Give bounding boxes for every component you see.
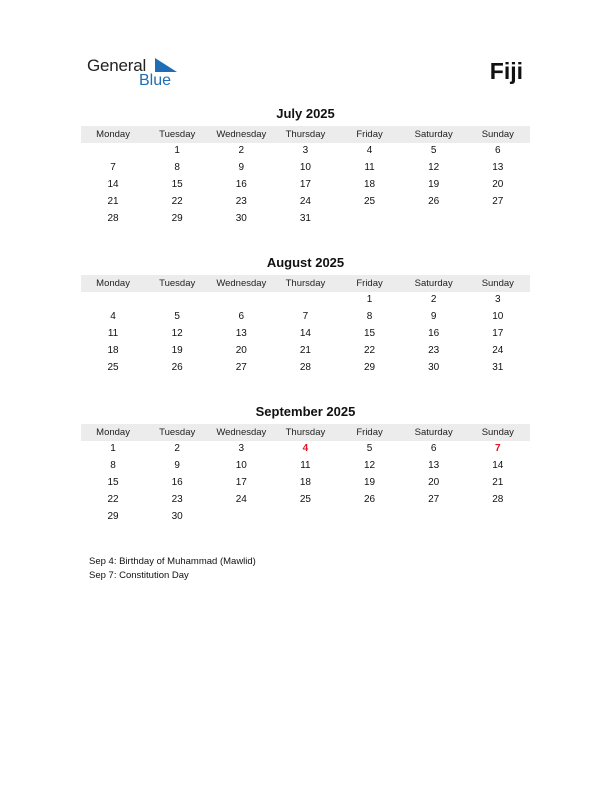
day-cell: 17	[299, 178, 311, 190]
logo-flag-icon	[155, 58, 177, 72]
day-cell: 19	[364, 476, 376, 488]
day-cell: 13	[428, 460, 440, 472]
day-cell: 16	[235, 178, 247, 190]
day-cell: 28	[492, 493, 504, 505]
day-cell: 14	[492, 460, 504, 472]
day-cell: 21	[492, 476, 504, 488]
day-cell: 14	[107, 178, 119, 190]
day-cell: 18	[364, 178, 376, 190]
day-cell: 12	[364, 460, 376, 472]
day-cell: 25	[299, 493, 311, 505]
day-cell: 2	[430, 294, 437, 306]
day-cell: 16	[171, 476, 183, 488]
weekday-label: Tuesday	[159, 128, 196, 140]
day-cell: 15	[107, 476, 119, 488]
day-cell: 16	[428, 327, 440, 339]
day-cell: 2	[238, 145, 245, 157]
weekday-label: Monday	[96, 426, 130, 438]
weekday-label: Saturday	[414, 426, 453, 438]
weekday-header-row	[81, 424, 530, 441]
week-row	[81, 441, 530, 458]
day-cell: 7	[110, 162, 116, 174]
day-cell: 22	[171, 195, 183, 207]
month-title: August 2025	[266, 255, 345, 270]
month-september	[81, 403, 530, 525]
day-cell: 9	[238, 162, 245, 174]
weekday-label: Wednesday	[216, 277, 267, 289]
day-cell: 29	[171, 212, 183, 224]
day-cell: 24	[235, 493, 247, 505]
weekday-label: Friday	[356, 128, 383, 140]
day-cell: 6	[495, 145, 501, 157]
week-row	[81, 508, 530, 525]
weekday-label: Tuesday	[159, 277, 196, 289]
day-cell: 28	[107, 212, 119, 224]
weekday-label: Saturday	[414, 277, 453, 289]
day-cell: 30	[171, 510, 183, 522]
weekday-header-row	[81, 126, 530, 143]
day-cell: 29	[107, 510, 119, 522]
weekday-header-row	[81, 275, 530, 292]
day-cell: 30	[235, 212, 247, 224]
day-cell: 5	[174, 311, 180, 323]
day-cell: 22	[107, 493, 119, 505]
day-cell: 17	[235, 476, 247, 488]
month-august	[81, 254, 530, 376]
holiday-note: Sep 7: Constitution Day	[89, 570, 189, 581]
week-row	[81, 292, 530, 309]
weekday-label: Monday	[96, 128, 130, 140]
day-cell: 20	[492, 178, 504, 190]
month-title: July 2025	[276, 106, 335, 121]
day-cell: 22	[364, 344, 376, 356]
day-cell: 8	[110, 460, 116, 472]
weekday-label: Wednesday	[216, 426, 267, 438]
month-grid	[81, 275, 530, 376]
weekday-label: Thursday	[285, 426, 326, 438]
day-cell: 6	[430, 443, 437, 455]
weekday-label: Sunday	[481, 426, 514, 438]
day-cell: 30	[428, 361, 440, 373]
weekday-label: Tuesday	[159, 426, 196, 438]
day-cell: 5	[430, 145, 437, 157]
holiday-day-cell: 4	[302, 443, 309, 455]
day-cell: 13	[492, 162, 504, 174]
day-cell: 9	[430, 311, 437, 323]
day-cell: 23	[171, 493, 183, 505]
day-cell: 28	[299, 361, 311, 373]
day-cell: 21	[299, 344, 311, 356]
day-cell: 6	[238, 311, 245, 323]
logo	[87, 56, 187, 92]
day-cell: 1	[366, 294, 373, 306]
day-cell: 24	[299, 195, 311, 207]
weekday-label: Friday	[356, 426, 383, 438]
day-cell: 7	[302, 311, 309, 323]
day-cell: 8	[366, 311, 373, 323]
day-cell: 24	[492, 344, 504, 356]
day-cell: 23	[428, 344, 440, 356]
day-cell: 5	[366, 443, 373, 455]
month-title: September 2025	[255, 404, 356, 419]
week-row	[81, 160, 530, 177]
day-cell: 15	[364, 327, 376, 339]
day-cell: 4	[110, 311, 116, 323]
day-cell: 17	[492, 327, 504, 339]
weekday-label: Sunday	[481, 277, 514, 289]
day-cell: 1	[174, 145, 180, 157]
holiday-notes	[89, 555, 256, 583]
month-grid	[81, 424, 530, 525]
day-cell: 13	[235, 327, 247, 339]
weekday-label: Thursday	[285, 128, 326, 140]
day-cell: 18	[299, 476, 311, 488]
day-cell: 12	[428, 162, 440, 174]
day-cell: 20	[428, 476, 440, 488]
logo-general-text: General	[87, 56, 147, 75]
weekday-label: Sunday	[481, 128, 514, 140]
day-cell: 14	[299, 327, 311, 339]
day-cell: 18	[107, 344, 119, 356]
day-cell: 31	[299, 212, 311, 224]
day-cell: 19	[171, 344, 183, 356]
week-row	[81, 177, 530, 194]
day-cell: 8	[174, 162, 180, 174]
week-row	[81, 342, 530, 359]
month-grid	[81, 126, 530, 227]
weekday-label: Friday	[356, 277, 383, 289]
day-cell: 27	[428, 493, 440, 505]
logo-blue-text: Blue	[139, 72, 172, 89]
day-cell: 15	[171, 178, 183, 190]
day-cell: 25	[364, 195, 376, 207]
day-cell: 27	[235, 361, 247, 373]
day-cell: 26	[171, 361, 183, 373]
day-cell: 31	[492, 361, 504, 373]
day-cell: 29	[364, 361, 376, 373]
month-july	[81, 105, 530, 227]
day-cell: 20	[235, 344, 247, 356]
day-cell: 3	[495, 294, 501, 306]
day-cell: 2	[174, 443, 180, 455]
day-cell: 9	[174, 460, 180, 472]
week-row	[81, 475, 530, 492]
day-cell: 27	[492, 195, 504, 207]
holiday-day-cell: 7	[495, 443, 501, 455]
day-cell: 11	[300, 460, 311, 472]
day-cell: 19	[428, 178, 440, 190]
day-cell: 3	[302, 145, 309, 157]
day-cell: 11	[107, 327, 119, 339]
week-row	[81, 309, 530, 326]
weekday-label: Thursday	[285, 277, 326, 289]
day-cell: 12	[171, 327, 183, 339]
holiday-note: Sep 4: Birthday of Muhammad (Mawlid)	[89, 556, 256, 567]
day-cell: 10	[299, 162, 311, 174]
day-cell: 21	[107, 195, 119, 207]
day-cell: 10	[235, 460, 247, 472]
weekday-label: Wednesday	[216, 128, 267, 140]
day-cell: 1	[110, 443, 116, 455]
day-cell: 4	[366, 145, 373, 157]
week-row	[81, 326, 530, 343]
day-cell: 3	[238, 443, 245, 455]
week-row	[81, 491, 530, 508]
week-row	[81, 143, 530, 160]
weekday-label: Monday	[96, 277, 130, 289]
week-row	[81, 210, 530, 227]
country-title: Fiji	[489, 58, 523, 84]
week-row	[81, 359, 530, 376]
day-cell: 10	[492, 311, 504, 323]
week-row	[81, 193, 530, 210]
week-row	[81, 458, 530, 475]
day-cell: 11	[364, 162, 375, 174]
day-cell: 26	[428, 195, 440, 207]
day-cell: 23	[235, 195, 247, 207]
day-cell: 25	[107, 361, 119, 373]
weekday-label: Saturday	[414, 128, 453, 140]
day-cell: 26	[364, 493, 376, 505]
